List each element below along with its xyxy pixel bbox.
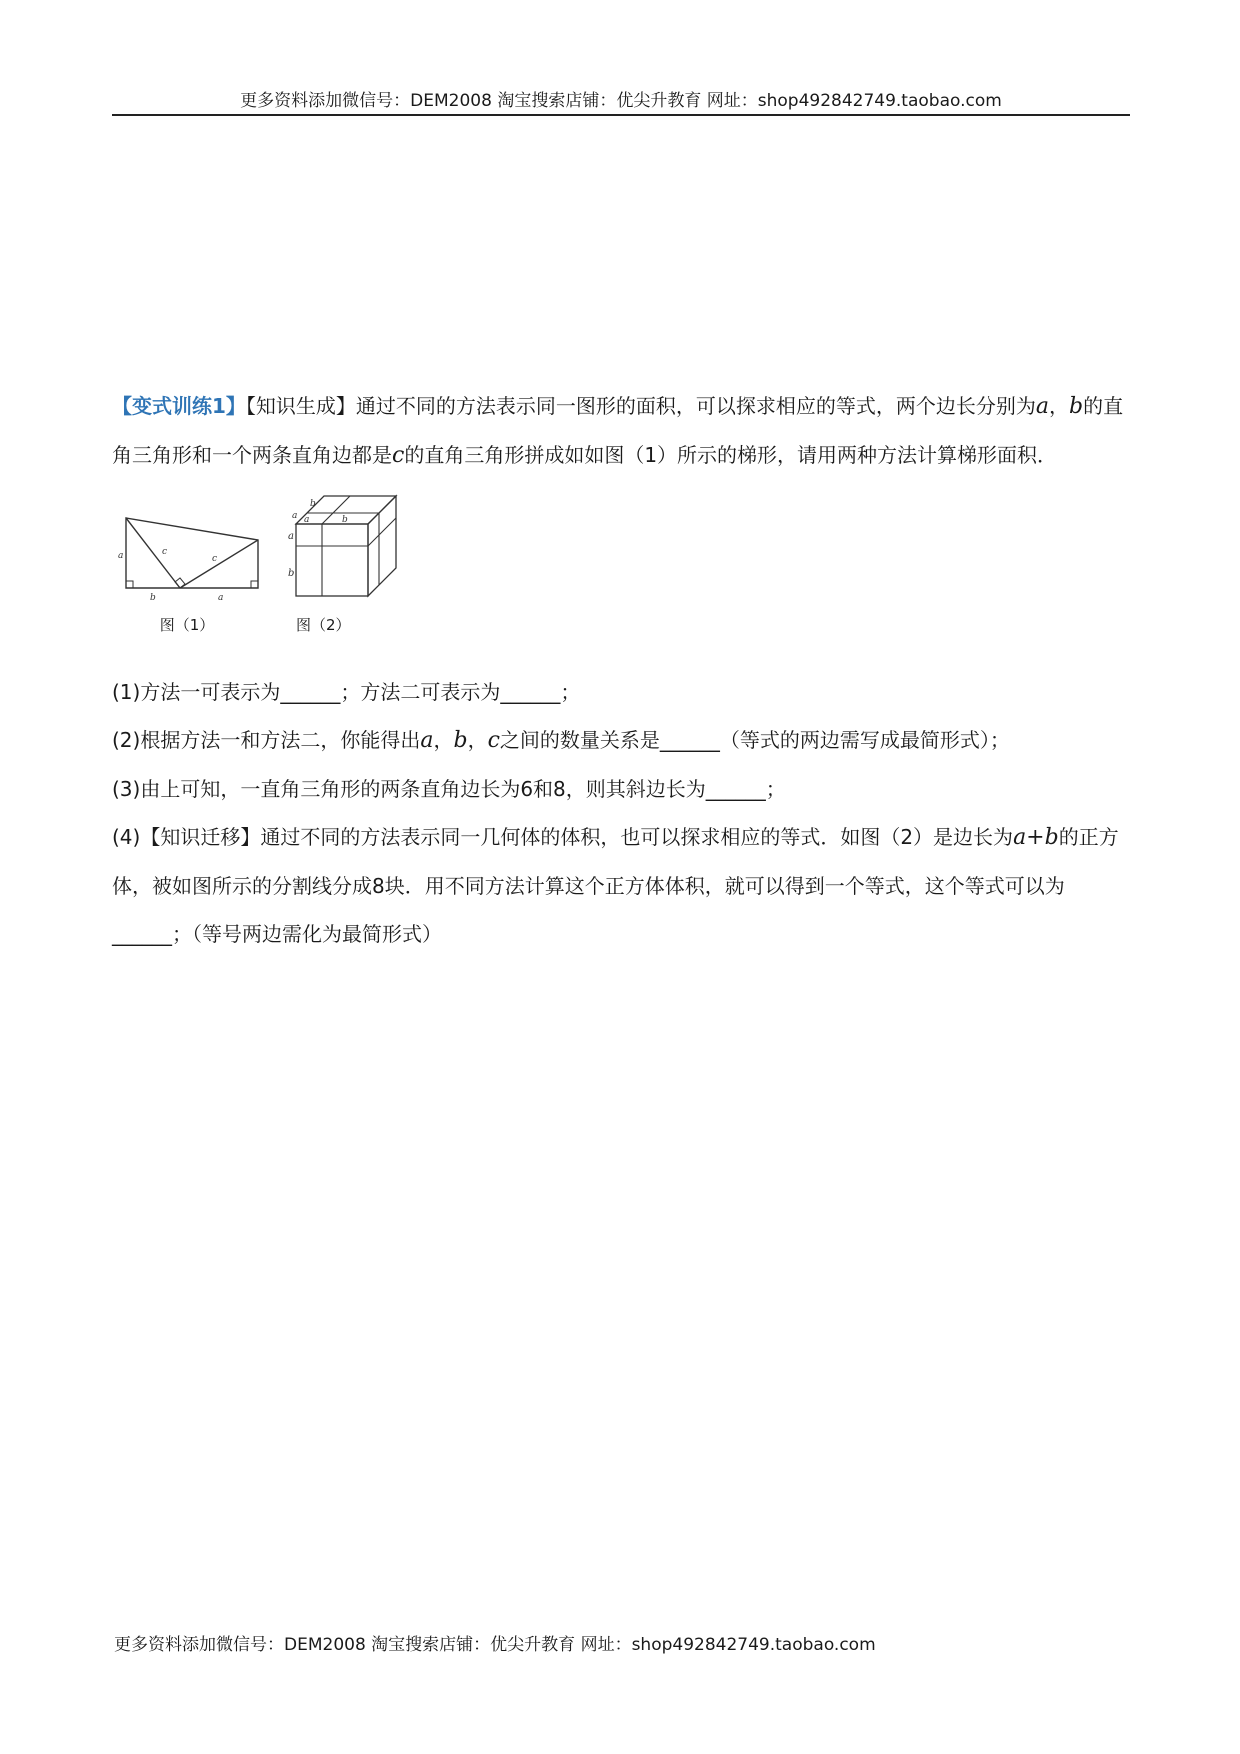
question-list xyxy=(112,668,1132,958)
question-2-prefix: (2)根据方法一和方法二，你能得出 xyxy=(112,728,421,752)
cube-front-face xyxy=(296,524,368,596)
question-4-suffix: 的正方体，被如图所示的分割线分成8块．用不同方法计算这个正方体体积，就可以得到一个等式，这个等式可以为______；（等号两边需化为最简形式） xyxy=(112,825,1119,946)
trapezoid-diagram xyxy=(112,494,262,614)
label-bottom-a: a xyxy=(218,593,224,603)
hypotenuse-left xyxy=(126,518,180,588)
main-content xyxy=(112,382,1132,958)
label-top-b: b xyxy=(310,499,316,509)
topic-tag: 【知识生成】 xyxy=(245,394,356,418)
figure-2-caption: 图（2） xyxy=(296,616,351,634)
label-left-a: a xyxy=(118,551,124,561)
label-bottom-b: b xyxy=(150,593,156,603)
q4-variable-a-plus-b: a+b xyxy=(1013,825,1059,850)
label-front-a: a xyxy=(288,531,294,542)
variable-c: c xyxy=(392,443,405,468)
q2-variable-b: b xyxy=(453,728,468,753)
header-divider xyxy=(112,114,1130,116)
q2-separator-2: ， xyxy=(467,728,488,752)
label-front-b: b xyxy=(288,568,295,579)
figures-row xyxy=(112,494,1132,644)
cube-side-face xyxy=(368,496,396,596)
question-2 xyxy=(112,716,1132,765)
intro-text-c: 的直角三角形拼成如如图（1）所示的梯形，请用两种方法计算梯形面积． xyxy=(404,443,1058,467)
question-4-prefix: (4)【知识迁移】通过不同的方法表示同一几何体的体积，也可以探求相应的等式．如图（2）是边长为 xyxy=(112,825,1014,849)
figure-2 xyxy=(288,494,418,635)
variable-a: a xyxy=(1035,394,1050,419)
hypotenuse-right xyxy=(180,540,258,588)
q2-variable-c: c xyxy=(487,728,500,753)
question-2-suffix: 之间的数量关系是______（等式的两边需写成最简形式）； xyxy=(499,728,1010,752)
right-angle-mark-left xyxy=(126,581,133,588)
label-top-a-front: a xyxy=(304,515,310,525)
exercise-tag: 【变式训练1】 xyxy=(112,394,246,418)
page-footer: 更多资料添加微信号：DEM2008 淘宝搜索店铺：优尖升教育 网址：shop492842749.taobao.com xyxy=(114,1635,876,1655)
variable-b: b xyxy=(1069,394,1084,419)
page-header: 更多资料添加微信号：DEM2008 淘宝搜索店铺：优尖升教育 网址：shop492842749.taobao.com xyxy=(240,91,1002,111)
label-hyp-c-right: c xyxy=(212,554,218,564)
separator: ， xyxy=(1049,394,1070,418)
label-hyp-c-left: c xyxy=(162,547,168,557)
q2-variable-a: a xyxy=(420,728,434,753)
question-1: (1)方法一可表示为______；方法二可表示为______； xyxy=(112,680,581,704)
label-top-b-front: b xyxy=(342,515,348,525)
intro-text-a: 通过不同的方法表示同一图形的面积，可以探求相应的等式，两个边长分别为 xyxy=(355,394,1036,418)
figure-1 xyxy=(112,494,262,635)
side-horizontal-split xyxy=(368,518,396,546)
cube-diagram xyxy=(288,494,418,614)
label-top-a-left: a xyxy=(292,511,298,521)
question-4 xyxy=(112,813,1132,958)
figure-1-caption: 图（1） xyxy=(159,616,215,634)
q2-separator-1: ， xyxy=(433,728,454,752)
intro-text-b: 的直角三角形和一个两条直角边都是 xyxy=(112,394,1124,467)
question-3: (3)由上可知，一直角三角形的两条直角边长为6和8，则其斜边长为______； xyxy=(112,777,786,801)
right-angle-mark-right xyxy=(251,581,258,588)
problem-intro xyxy=(112,382,1132,480)
